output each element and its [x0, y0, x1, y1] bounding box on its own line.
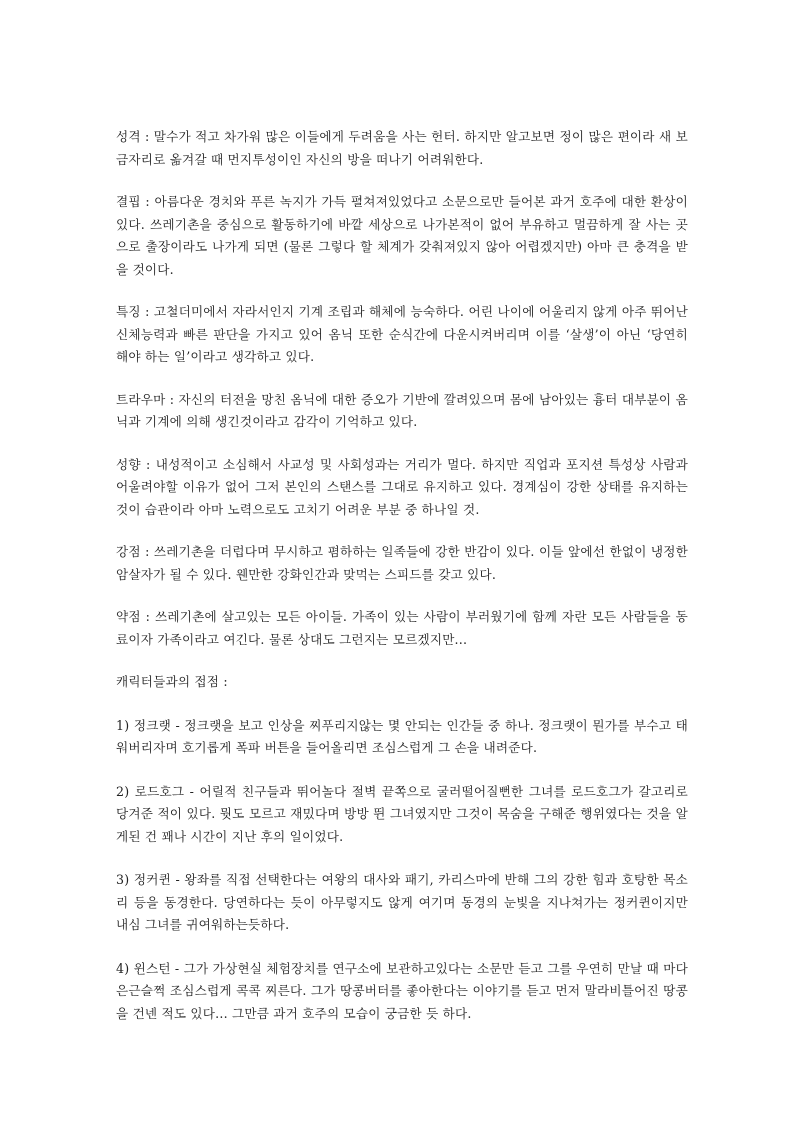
connection-winston-paragraph: 4) 윈스턴 - 그가 가상현실 체험장치를 연구소에 보관하고있다는 소문만 듣고 그를 우연히 만날 때 마다 은근슬쩍 조심스럽게 콕콕 찌른다. 그가 땅콩버터를 좋아한다는 이야기를 듣고 먼저 말라비틀어진 땅콩을 건넨 적도 있다... 그만큼 과거 호주의 모습이 궁금한 듯 하다. — [116, 960, 688, 1021]
connection-junkerqueen-paragraph: 3) 정커퀸 - 왕좌를 직접 선택한다는 여왕의 대사와 패기, 카리스마에 반해 그의 강한 힘과 호탕한 목소리 등을 동경한다. 당연하다는 듯이 아무렇지도 않게 여기며 동경의 눈빛을 지나쳐가는 정커퀸이지만 내심 그녀를 귀여워하는듯하다. — [116, 872, 688, 932]
document-body — [116, 126, 688, 1046]
connection-roadhog-paragraph: 2) 로드호그 - 어릴적 친구들과 뛰어놀다 절벽 끝쪽으로 굴러떨어질뻔한 그녀를 로드호그가 갈고리로 당겨준 적이 있다. 뭣도 모르고 재밌다며 방방 뛴 그녀였지만 그것이 목숨을 구해준 행위였다는 것을 알게된 건 꽤나 시간이 지난 후의 일이었다. — [116, 783, 688, 844]
connection-junkrat-paragraph: 1) 정크랫 - 정크랫을 보고 인상을 찌푸리지않는 몇 안되는 인간들 중 하나. 정크랫이 뭔가를 부수고 태워버리자며 호기롭게 폭파 버튼을 들어올리면 조심스럽게 그 손을 내려준다. — [116, 717, 688, 755]
disposition-paragraph: 성향 : 내성적이고 소심해서 사교성 및 사회성과는 거리가 멀다. 하지만 직업과 포지션 특성상 사람과 어울려야할 이유가 없어 그저 본인의 스탠스를 그대로 유지하고 있다. 경계심이 강한 상태를 유지하는 것이 습관이라 아마 노력으로도 고치기 어려운 부분 중 하나일 것. — [116, 456, 688, 517]
strengths-paragraph: 강점 : 쓰레기촌을 더럽다며 무시하고 폄하하는 일족들에 강한 반감이 있다. 이들 앞에선 한없이 냉정한 암살자가 될 수 있다. 웬만한 강화인간과 맞먹는 스피드를 갖고 있다. — [116, 544, 688, 582]
weaknesses-paragraph: 약점 : 쓰레기촌에 살고있는 모든 아이들. 가족이 있는 사람이 부러웠기에 함께 자란 모든 사람들을 동료이자 가족이라고 여긴다. 물론 상대도 그런지는 모르겠지만... — [116, 609, 688, 647]
character-connections-heading: 캐릭터들과의 접점 : — [116, 674, 228, 689]
trauma-paragraph: 트라우마 : 자신의 터전을 망친 옴닉에 대한 증오가 기반에 깔려있으며 몸에 남아있는 흉터 대부분이 옴닉과 기계에 의해 생긴것이라고 감각이 기억하고 있다. — [116, 391, 688, 429]
traits-paragraph: 특징 : 고철더미에서 자라서인지 기계 조립과 해체에 능숙하다. 어린 나이에 어울리지 않게 아주 뛰어난 신체능력과 빠른 판단을 가지고 있어 옴닉 또한 순식간에 다운시켜버리며 이를 ‘살생’이 아닌 ‘당연히 해야 하는 일’이라고 생각하고 있다. — [116, 304, 688, 364]
deficiency-paragraph: 결핍 : 아름다운 경치와 푸른 녹지가 가득 펼쳐져있었다고 소문으로만 들어본 과거 호주에 대한 환상이 있다. 쓰레기촌을 중심으로 활동하기에 바깥 세상으로 나가본적이 없어 부유하고 멀끔하게 잘 사는 곳으로 출장이라도 나가게 되면 (물론 그렇다 할 체계가 갖춰져있지 않아 어렵겠지만) 아마 큰 충격을 받을 것이다. — [116, 194, 688, 277]
personality-paragraph: 성격 : 말수가 적고 차가워 많은 이들에게 두려움을 사는 헌터. 하지만 알고보면 정이 많은 편이라 새 보금자리로 옮겨갈 때 먼지투성이인 자신의 방을 떠나기 어려워한다. — [116, 129, 688, 167]
